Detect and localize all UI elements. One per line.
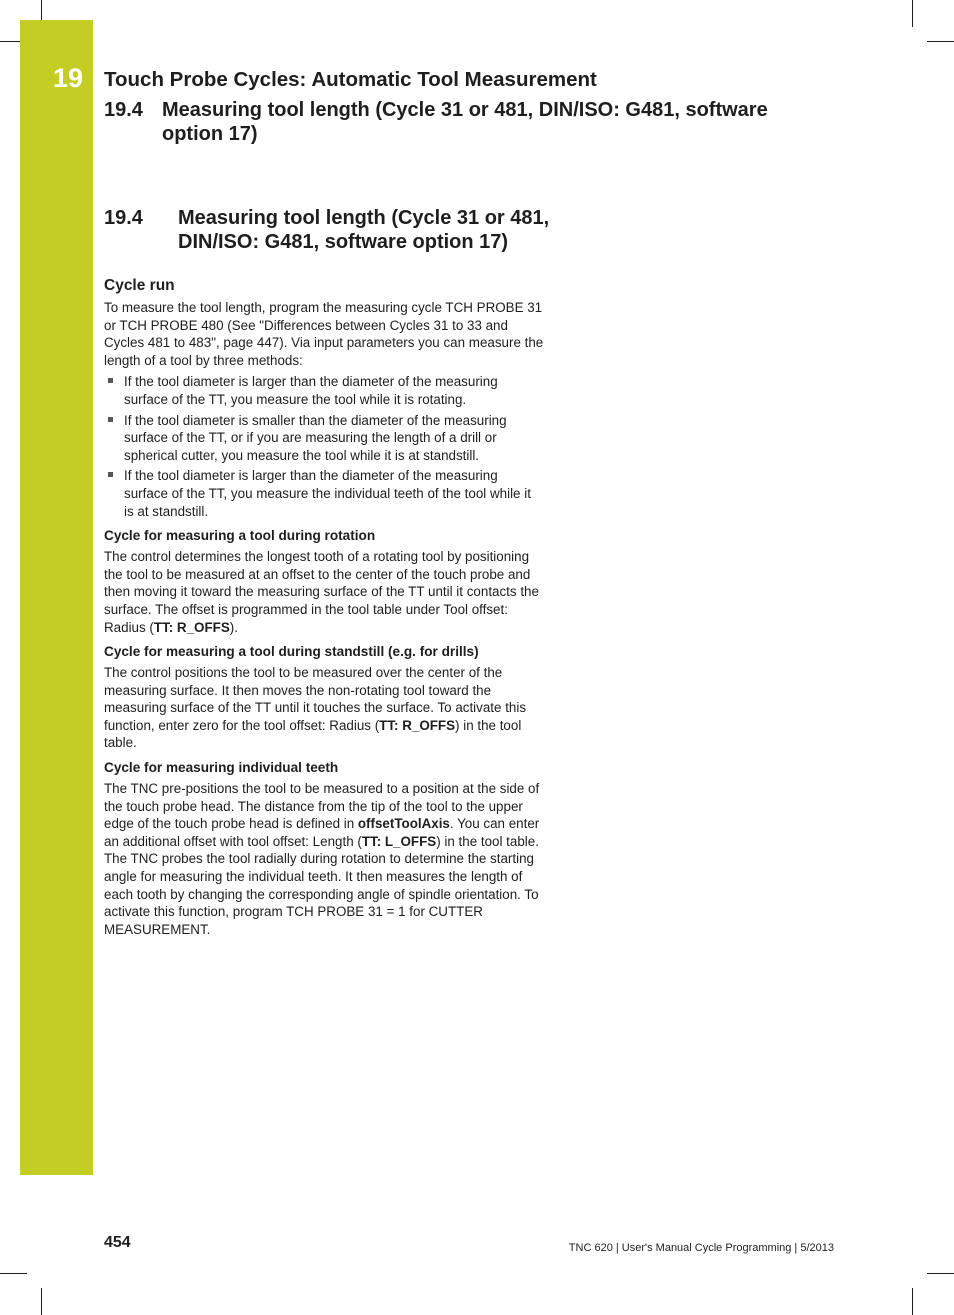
list-item-text: If the tool diameter is larger than the diameter of the measuring surface of the TT, you measure the individual teeth of the tool while it is at standstill. — [124, 468, 531, 519]
crop-mark — [912, 1288, 913, 1315]
section-title-line2: DIN/ISO: G481, software option 17) — [178, 231, 509, 253]
section-number: 19.4 — [104, 207, 143, 229]
rotation-text-end: ). — [229, 619, 238, 635]
teeth-text: The TNC pre-positions the tool to be measured to a position at the side of the touch probe head. The distance from the tip of the tool to the upper edge of the touch probe head is defined in — [104, 781, 540, 832]
cycle-run-intro: To measure the tool length, program the measuring cycle TCH PROBE 31 or TCH PROBE 480 (See "Differences between Cycles 31 to 33 and Cycles 481 to 483", page 447). Via input parameters you can measure the length of a tool by three methods: — [104, 300, 544, 368]
running-section-text: Measuring tool length (Cycle 31 or 481, DIN/ISO: G481, software option 17) — [162, 99, 768, 145]
standstill-heading: Cycle for measuring a tool during standstill (e.g. for drills) — [104, 644, 479, 660]
chapter-number: 19 — [53, 63, 84, 93]
teeth-heading: Cycle for measuring individual teeth — [104, 760, 339, 776]
code-term: offsetToolAxis — [357, 816, 450, 832]
section-title-line1: Measuring tool length (Cycle 31 or 481, — [178, 207, 550, 229]
teeth-text: . You can enter an additional offset with tool offset: Length ( — [104, 816, 540, 849]
list-item — [104, 373, 544, 408]
code-term: TT: R_OFFS — [153, 619, 230, 635]
teeth-text: ) in the tool table. The TNC probes the tool radially during rotation to determine the starting angle for measuring the individual teeth. It then measures the length of each tooth by changing the corresponding angle of spindle orientation. To activate this function, program TCH PROBE 31 = 1 for CUTTER MEASUREMENT. — [104, 833, 539, 937]
method-list — [104, 373, 544, 520]
bullet-square-icon — [108, 378, 113, 383]
standstill-text: The control positions the tool to be measured over the center of the measuring surface. It then moves the non-rotating tool toward the measuring surface of the TT until it touches the surface. To activate this function, enter zero for the tool offset: Radius ( — [104, 665, 527, 733]
crop-mark — [927, 41, 954, 42]
list-item — [104, 467, 544, 520]
section-heading — [104, 206, 604, 254]
rotation-paragraph — [104, 548, 544, 636]
crop-mark — [912, 0, 913, 27]
standstill-paragraph — [104, 664, 544, 752]
body-content — [104, 276, 544, 938]
bullet-square-icon — [108, 417, 113, 422]
crop-mark — [927, 1273, 954, 1274]
crop-mark — [41, 1288, 42, 1315]
chapter-title: Touch Probe Cycles: Automatic Tool Measurement — [104, 68, 597, 91]
list-item-text: If the tool diameter is smaller than the diameter of the measuring surface of the TT, or if you are measuring the length of a drill or spherical cutter, you measure the tool while it is at standstill. — [124, 412, 507, 463]
code-term: TT: R_OFFS — [379, 717, 456, 733]
running-section-number: 19.4 — [104, 99, 143, 121]
standstill-text-end: ) in the tool table. — [104, 717, 522, 751]
teeth-paragraph — [104, 780, 544, 938]
cycle-run-heading: Cycle run — [104, 277, 175, 294]
bullet-square-icon — [108, 472, 113, 477]
running-header — [104, 66, 824, 146]
list-item-text: If the tool diameter is larger than the diameter of the measuring surface of the TT, you measure the tool while it is rotating. — [124, 374, 498, 407]
section-title — [178, 206, 604, 254]
crop-mark — [0, 1273, 27, 1274]
page-number: 454 — [104, 1234, 131, 1251]
running-section-title — [104, 98, 824, 146]
rotation-heading: Cycle for measuring a tool during rotation — [104, 528, 376, 544]
footer-text: TNC 620 | User's Manual Cycle Programming | 5/2013 — [568, 1242, 834, 1254]
list-item — [104, 412, 544, 465]
chapter-sidebar — [20, 20, 93, 1175]
code-term: TT: L_OFFS — [361, 833, 437, 849]
rotation-text: The control determines the longest tooth of a rotating tool by positioning the tool to be measured at an offset to the center of the touch probe and then moving it toward the measuring surface of the TT until it contacts the surface. The offset is programmed in the tool table under Tool offset: Radius ( — [104, 549, 539, 635]
